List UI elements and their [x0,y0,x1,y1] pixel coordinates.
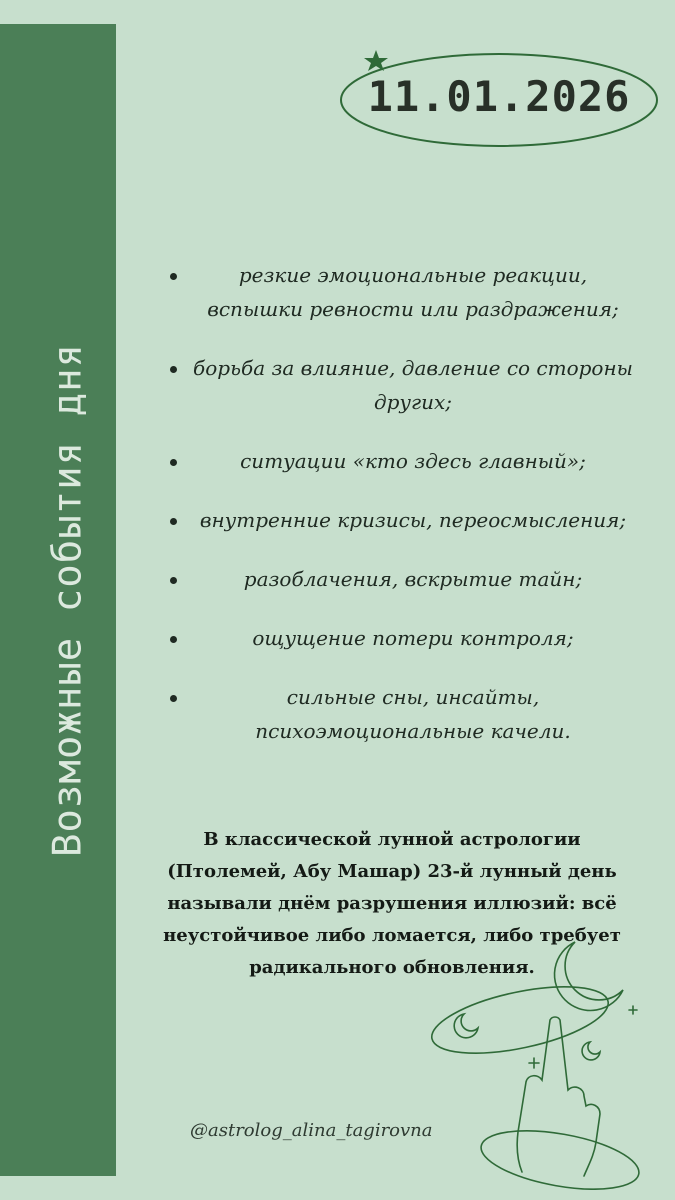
date-text: 11.01.2026 [367,72,631,121]
list-item-text: сильные сны, инсайты, психоэмоциональные качели. [255,685,571,743]
list-item [160,351,638,419]
list-item-text: ощущение потери контроля; [252,626,574,650]
sparkle-icon [629,1006,637,1014]
bullet-icon [170,577,177,584]
orbit-line-icon [426,974,614,1066]
bullet-icon [170,459,177,466]
crescent-moon-small-icon [582,1042,600,1060]
bullet-icon [170,695,177,702]
bullet-icon [170,273,177,280]
list-item [160,562,638,596]
list-item-text: борьба за влияние, давление со стороны других; [193,356,633,414]
moon-hand-illustration [420,930,660,1190]
hand-icon [517,1017,600,1176]
crescent-moon-small-icon [454,1014,478,1038]
list-item [160,680,638,748]
bullet-icon [170,518,177,525]
list-item [160,258,638,326]
instagram-handle: @astrolog_alina_tagirovna [190,1120,433,1141]
list-item-text: ситуации «кто здесь главный»; [240,449,586,473]
list-item [160,444,638,478]
events-list [160,258,638,773]
crescent-moon-icon [555,942,623,1010]
bullet-icon [170,366,177,373]
astrology-note: В классической лунной астрологии (Птолемей, Абу Машар) 23-й лунный день называли днём разрушения иллюзий: всё неустойчивое либо ломается, либо требует радикального обновления. [163,829,621,978]
list-item [160,621,638,655]
date-badge [338,50,660,150]
list-item-text: резкие эмоциональные реакции, вспышки ревности или раздражения; [207,263,619,321]
list-item-text: внутренние кризисы, переосмысления; [199,508,627,532]
list-item [160,503,638,537]
list-item-text: разоблачения, вскрытие тайн; [243,567,583,591]
orbit-line-icon [477,1121,644,1190]
bullet-icon [170,636,177,643]
sparkle-icon [529,1058,539,1068]
side-title-text: Возможные события дня [45,342,91,858]
